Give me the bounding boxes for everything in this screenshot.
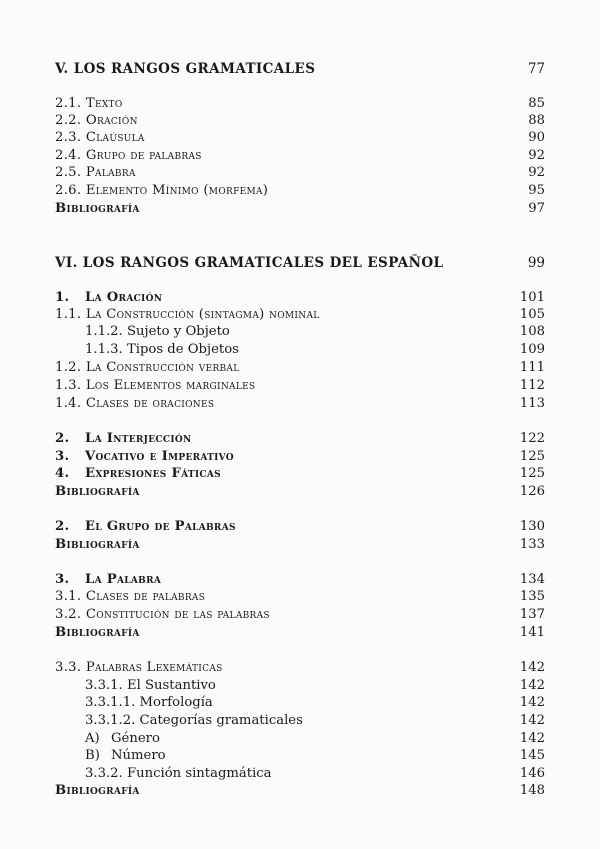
entry-label: Tipos de Objetos <box>126 342 239 357</box>
toc-entry <box>0 765 600 783</box>
entry-page: 126 <box>519 484 545 499</box>
entry-label: Función sintagmática <box>126 766 272 781</box>
entry-number: 2.3. <box>55 130 82 145</box>
toc-entry <box>0 341 600 359</box>
toc-entry-bibliography <box>0 200 600 218</box>
entry-label: La Oración <box>85 290 163 305</box>
entry-page: 142 <box>519 660 545 675</box>
toc-entry <box>0 95 600 113</box>
entry-number: 1.2. <box>55 360 82 375</box>
section-title: V. LOS RANGOS GRAMATICALES <box>55 61 316 77</box>
entry-number: 3.3.2. <box>85 766 123 781</box>
entry-number: 2.6. <box>55 183 82 198</box>
entry-number: 3. <box>55 449 70 464</box>
entry-page: 111 <box>519 360 545 375</box>
toc-entry <box>0 606 600 624</box>
entry-page: 108 <box>519 324 545 339</box>
entry-page: 135 <box>519 589 545 604</box>
entry-label: Bibliografía <box>55 783 140 798</box>
entry-label: Bibliografía <box>55 537 140 552</box>
entry-label: Claúsula <box>85 130 145 145</box>
entry-page: 125 <box>519 449 545 464</box>
entry-label: Oración <box>85 113 138 128</box>
entry-number: 2. <box>55 431 70 446</box>
entry-number: 1.1.3. <box>85 342 123 357</box>
section-vi-heading <box>0 254 600 272</box>
toc-entry-bibliography <box>0 536 600 554</box>
entry-number: 4. <box>55 466 70 481</box>
entry-number: 1.3. <box>55 378 82 393</box>
toc-entry <box>0 306 600 324</box>
entry-number: 3.1. <box>55 589 82 604</box>
entry-label: Sujeto y Objeto <box>126 324 230 339</box>
entry-label: Expresiones Fáticas <box>85 466 221 481</box>
entry-label: La Construcción verbal <box>85 360 240 375</box>
entry-label: Constitución de las palabras <box>85 607 270 622</box>
entry-page: 90 <box>528 130 545 145</box>
entry-page: 92 <box>528 165 545 180</box>
entry-page: 122 <box>519 431 545 446</box>
entry-page: 85 <box>528 96 545 111</box>
entry-number: 2.5. <box>55 165 82 180</box>
toc-entry <box>0 395 600 413</box>
entry-page: 142 <box>519 678 545 693</box>
entry-label: La Construcción (sintagma) nominal <box>85 307 320 322</box>
toc-entry <box>0 571 600 589</box>
toc-entry <box>0 147 600 165</box>
entry-page: 101 <box>519 290 545 305</box>
entry-page: 137 <box>519 607 545 622</box>
entry-number: 3. <box>55 572 70 587</box>
toc-entry <box>0 677 600 695</box>
entry-label: Palabras Lexemáticas <box>85 660 223 675</box>
toc-entry <box>0 164 600 182</box>
entry-number: 2.1. <box>55 96 82 111</box>
toc-entry <box>0 359 600 377</box>
entry-number: A) <box>85 731 100 746</box>
entry-label: Clases de oraciones <box>85 396 215 411</box>
entry-page: 113 <box>519 396 545 411</box>
toc-entry <box>0 588 600 606</box>
toc-entry <box>0 747 600 765</box>
toc-entry <box>0 112 600 130</box>
entry-label: Bibliografía <box>55 484 140 499</box>
entry-label: Bibliografía <box>55 201 140 216</box>
entry-label: Grupo de palabras <box>85 148 202 163</box>
toc-entry <box>0 377 600 395</box>
entry-page: 141 <box>519 625 545 640</box>
toc-entry <box>0 518 600 536</box>
entry-page: 148 <box>519 783 545 798</box>
entry-label: La Palabra <box>85 572 162 587</box>
section-title: VI. LOS RANGOS GRAMATICALES DEL ESPAÑOL <box>55 255 444 271</box>
toc-entry-bibliography <box>0 624 600 642</box>
entry-number: 3.3.1.1. <box>85 695 136 710</box>
entry-page: 92 <box>528 148 545 163</box>
entry-label: Número <box>111 748 166 763</box>
toc-entry <box>0 465 600 483</box>
entry-label: Elemento Mínimo (morfema) <box>85 183 269 198</box>
entry-label: Clases de palabras <box>85 589 206 604</box>
entry-number: 1.4. <box>55 396 82 411</box>
entry-label: Morfología <box>139 695 213 710</box>
toc-entry <box>0 289 600 307</box>
entry-page: 146 <box>519 766 545 781</box>
entry-page: 88 <box>528 113 545 128</box>
entry-page: 109 <box>519 342 545 357</box>
section-v-heading <box>0 60 600 78</box>
toc-entry-bibliography <box>0 483 600 501</box>
entry-page: 133 <box>519 537 545 552</box>
toc-entry-bibliography <box>0 782 600 800</box>
entry-page: 142 <box>519 713 545 728</box>
entry-number: B) <box>85 748 100 763</box>
entry-label: Bibliografía <box>55 625 140 640</box>
toc-entry <box>0 323 600 341</box>
entry-label: El Grupo de Palabras <box>85 519 236 534</box>
toc-entry <box>0 182 600 200</box>
entry-page: 134 <box>519 572 545 587</box>
toc-entry <box>0 448 600 466</box>
entry-page: 142 <box>519 695 545 710</box>
toc-entry <box>0 430 600 448</box>
toc-entry <box>0 694 600 712</box>
entry-number: 1.1. <box>55 307 82 322</box>
entry-number: 1. <box>55 290 70 305</box>
entry-page: 112 <box>519 378 545 393</box>
entry-page: 95 <box>528 183 545 198</box>
entry-number: 2. <box>55 519 70 534</box>
entry-number: 1.1.2. <box>85 324 123 339</box>
entry-number: 2.4. <box>55 148 82 163</box>
entry-number: 3.3.1. <box>85 678 123 693</box>
section-page: 99 <box>527 255 545 271</box>
entry-label: Vocativo e Imperativo <box>85 449 234 464</box>
entry-label: Género <box>111 731 160 746</box>
toc-entry <box>0 129 600 147</box>
entry-page: 105 <box>519 307 545 322</box>
entry-label: Categorías gramaticales <box>139 713 303 728</box>
entry-number: 3.3. <box>55 660 82 675</box>
entry-label: La Interjección <box>85 431 192 446</box>
entry-label: Los Elementos marginales <box>85 378 256 393</box>
entry-number: 3.2. <box>55 607 82 622</box>
entry-number: 2.2. <box>55 113 82 128</box>
section-page: 77 <box>527 61 545 77</box>
toc-entry <box>0 659 600 677</box>
entry-number: 3.3.1.2. <box>85 713 136 728</box>
entry-page: 130 <box>519 519 545 534</box>
entry-label: Palabra <box>85 165 136 180</box>
entry-page: 142 <box>519 731 545 746</box>
entry-page: 97 <box>528 201 545 216</box>
entry-label: El Sustantivo <box>126 678 216 693</box>
entry-page: 125 <box>519 466 545 481</box>
entry-page: 145 <box>519 748 545 763</box>
toc-entry <box>0 730 600 748</box>
entry-label: Texto <box>85 96 123 111</box>
toc-entry <box>0 712 600 730</box>
